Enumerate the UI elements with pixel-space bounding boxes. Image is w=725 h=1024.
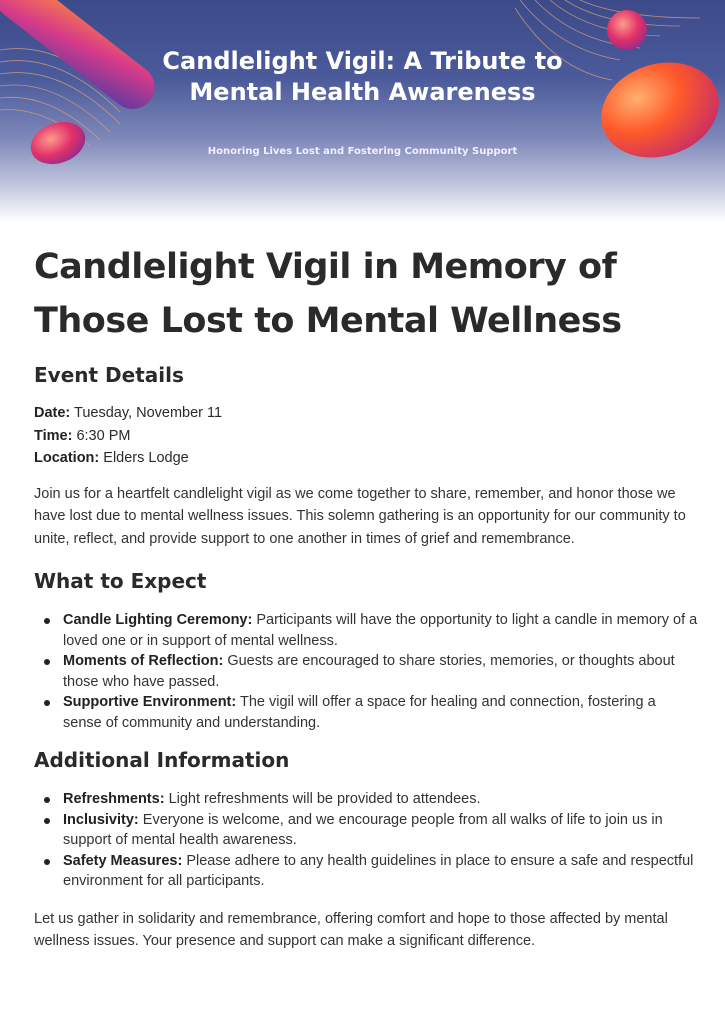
location-row (34, 447, 698, 470)
item-label: Inclusivity: (63, 811, 139, 828)
time-label: Time: (34, 427, 73, 444)
additional-information-heading: Additional Information (34, 748, 290, 772)
bullet-icon (44, 818, 50, 824)
item-text: Guests are encouraged to share stories, memories, or thoughts about those who have passed. (63, 653, 675, 690)
bullet-icon (44, 797, 50, 803)
event-details (34, 402, 698, 470)
location-label: Location: (34, 450, 100, 466)
header-banner (0, 0, 725, 222)
abstract-shapes-decoration (0, 0, 725, 222)
page-title: Candlelight Vigil in Memory of Those Lost to Mental Wellness (34, 247, 622, 341)
document-body (34, 240, 698, 953)
list-item (34, 851, 698, 892)
date-value: Tuesday, November 11 (74, 405, 223, 421)
item-text: Light refreshments will be provided to attendees. (168, 791, 481, 807)
list-item (34, 651, 698, 692)
list-item (34, 692, 698, 733)
date-label: Date: (34, 405, 71, 421)
time-row (34, 425, 698, 448)
bullet-icon (44, 700, 50, 706)
closing-paragraph: Let us gather in solidarity and remembrance, offering comfort and hope to those affected by mental wellness issues. Your presence and support can make a significant difference. (34, 910, 668, 949)
banner-subtitle: Honoring Lives Lost and Fostering Community Support (207, 146, 518, 157)
list-item (34, 610, 698, 651)
item-label: Candle Lighting Ceremony: (63, 612, 253, 628)
intro-paragraph: Join us for a heartfelt candlelight vigil as we come together to share, remember, and honor those we have lost due to mental wellness issues. This solemn gathering is an opportunity for our community to unite, reflect, and provide support to one another in times of grief and remembrance. (34, 485, 686, 547)
time-value: 6:30 PM (76, 427, 131, 444)
banner-title: Candlelight Vigil: A Tribute to Mental Health Awareness (162, 47, 563, 106)
what-to-expect-list (34, 610, 698, 733)
what-to-expect-heading: What to Expect (34, 569, 207, 593)
item-text: Participants will have the opportunity to light a candle in memory of a loved one or in support of mental wellness. (63, 612, 698, 649)
bullet-icon (44, 659, 50, 665)
bullet-icon (44, 859, 50, 865)
event-details-heading: Event Details (34, 363, 184, 387)
list-item (34, 789, 698, 810)
date-row (34, 402, 698, 425)
item-label: Moments of Reflection: (63, 653, 224, 669)
item-label: Refreshments: (63, 791, 165, 807)
additional-information-list (34, 789, 698, 892)
item-label: Safety Measures: (63, 852, 183, 869)
item-text: The vigil will offer a space for healing and connection, fostering a sense of community and understanding. (63, 694, 656, 731)
item-text: Everyone is welcome, and we encourage people from all walks of life to join us in support of mental health awareness. (63, 811, 663, 848)
item-label: Supportive Environment: (63, 694, 237, 710)
item-text: Please adhere to any health guidelines in place to ensure a safe and respectful environment for all participants. (63, 852, 694, 889)
list-item (34, 810, 698, 851)
location-value: Elders Lodge (103, 450, 189, 466)
bullet-icon (44, 618, 50, 624)
